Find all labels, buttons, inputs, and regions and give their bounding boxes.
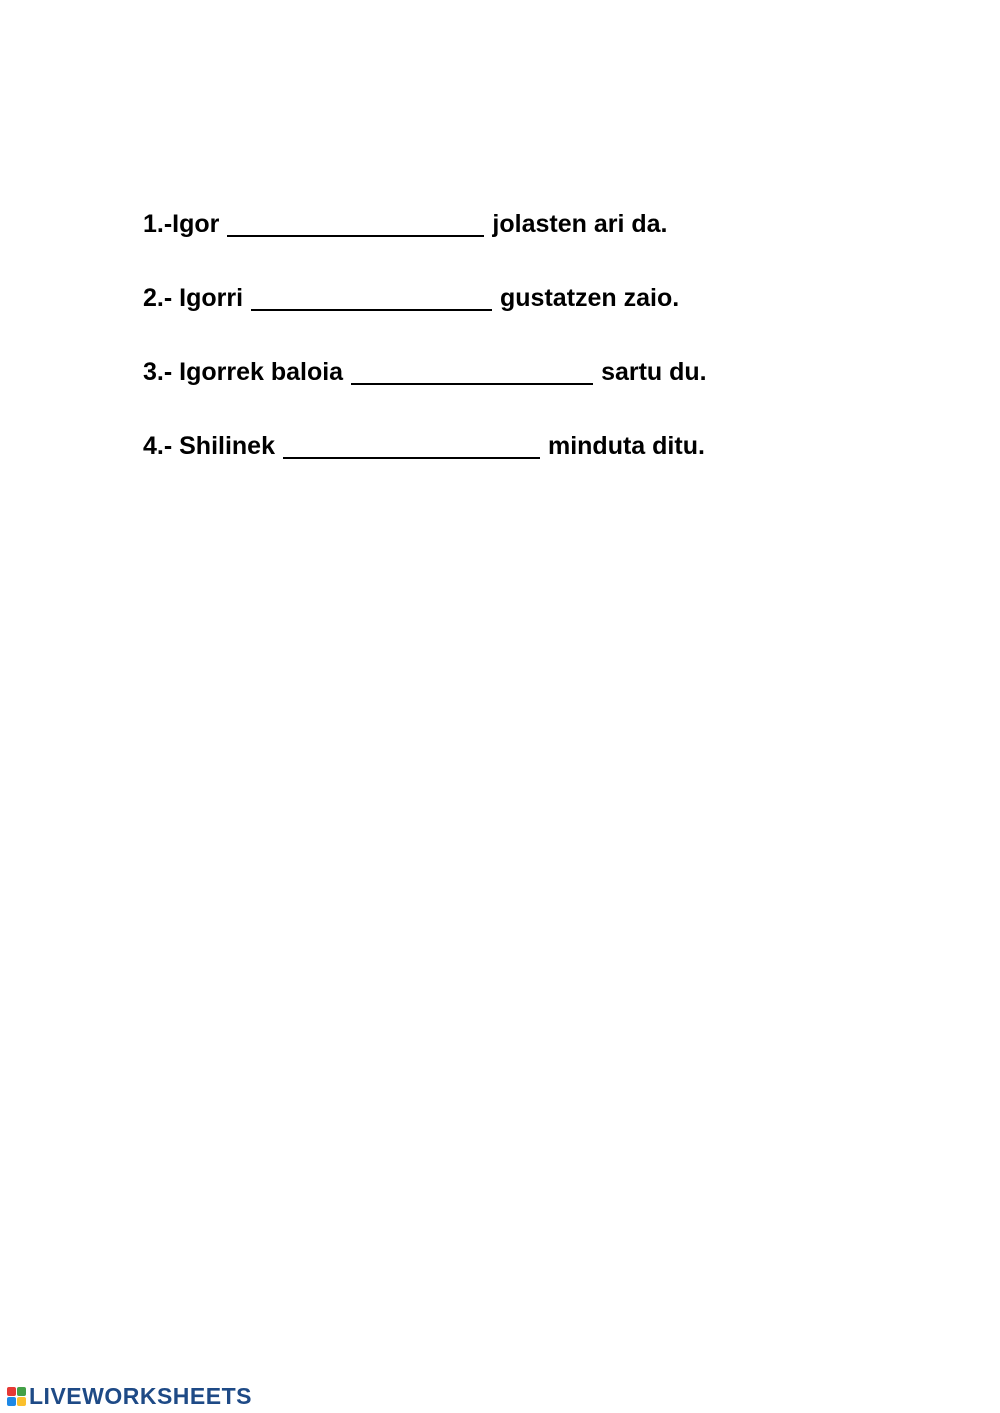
logo-tile-red (7, 1387, 16, 1396)
answer-blank-4[interactable] (283, 433, 540, 459)
logo-tile-blue (7, 1397, 16, 1406)
sentence-4-before: 4.- Shilinek (143, 432, 275, 460)
logo-grid-icon (7, 1387, 26, 1406)
logo-tile-green (17, 1387, 26, 1396)
answer-blank-3[interactable] (351, 359, 593, 385)
liveworksheets-logo[interactable] (7, 1383, 252, 1409)
sentence-2-after: gustatzen zaio. (500, 284, 680, 312)
worksheet (143, 204, 903, 500)
sentence-3 (143, 352, 903, 392)
sentence-4-after: minduta ditu. (547, 432, 705, 460)
sentence-1-after: jolasten ari da. (492, 210, 668, 238)
sentence-2-before: 2.- Igorri (143, 284, 244, 312)
answer-blank-1[interactable] (227, 211, 484, 237)
sentence-1-before: 1.-Igor (143, 210, 220, 238)
sentence-1 (143, 204, 903, 244)
logo-tile-yellow (17, 1397, 26, 1406)
answer-blank-2[interactable] (251, 285, 492, 311)
sentence-2 (143, 278, 903, 318)
logo-text: LIVEWORKSHEETS (29, 1382, 252, 1409)
sentence-3-before: 3.- Igorrek baloia (143, 358, 344, 386)
sentence-4 (143, 426, 903, 466)
sentence-3-after: sartu du. (601, 358, 707, 386)
